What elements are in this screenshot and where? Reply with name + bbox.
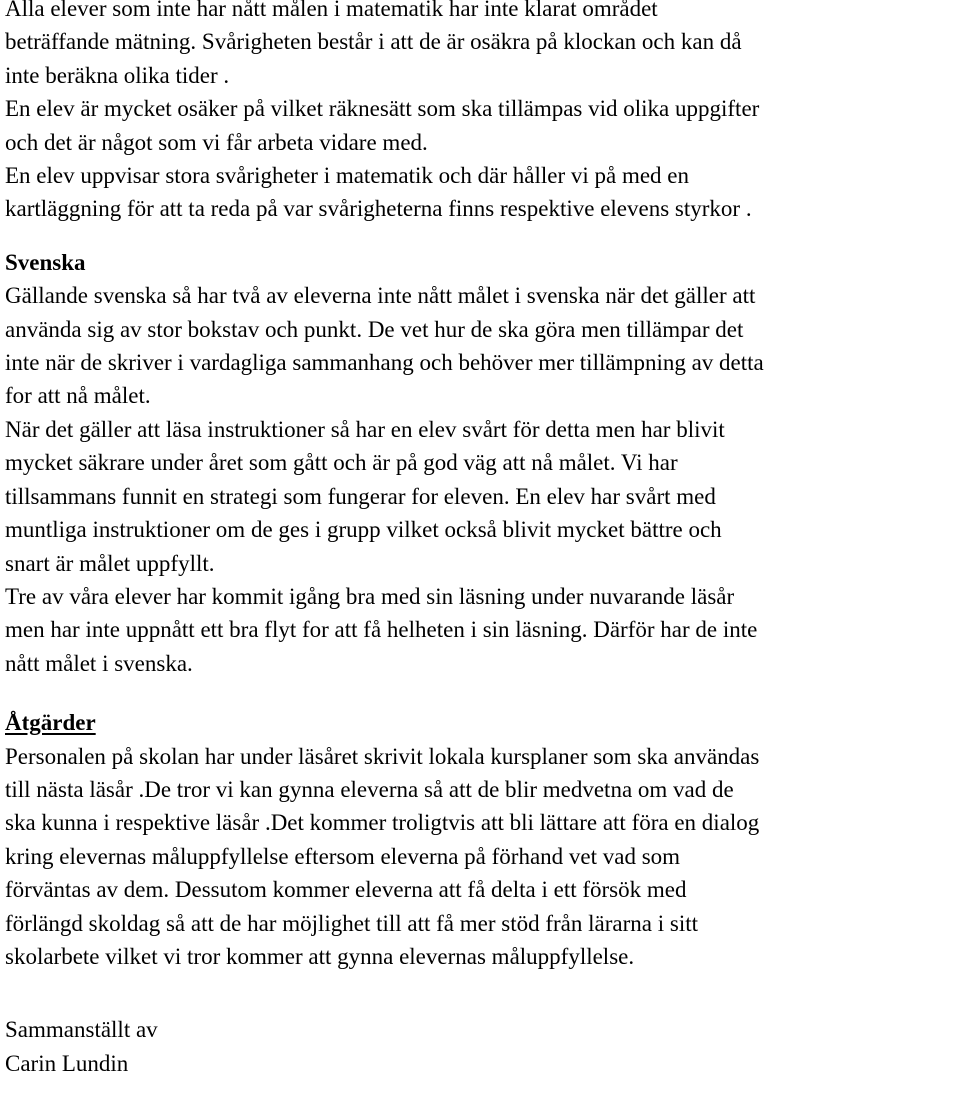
section-heading-svenska: Svenska bbox=[5, 249, 86, 275]
section-spacer bbox=[5, 680, 955, 706]
text-line: inte när de skriver i vardagliga sammanhang och behöver mer tillämpning av detta bbox=[5, 350, 764, 376]
section-spacer bbox=[5, 973, 955, 1013]
atgarder-section bbox=[5, 706, 955, 973]
text-line: muntliga instruktioner om de ges i grupp vilket också blivit mycket bättre och bbox=[5, 517, 722, 543]
text-line: Tre av våra elever har kommit igång bra med sin läsning under nuvarande läsår bbox=[5, 583, 735, 609]
text-line: inte beräkna olika tider . bbox=[5, 62, 230, 88]
text-line: skolarbete vilket vi tror kommer att gynna elevernas måluppfyllelse. bbox=[5, 943, 635, 969]
document-page bbox=[5, 0, 955, 1080]
text-line: kartläggning för att ta reda på var svårigheterna finns respektive elevens styrkor . bbox=[5, 196, 752, 222]
text-line: När det gäller att läsa instruktioner så har en elev svårt för detta men har blivit bbox=[5, 416, 725, 442]
matematik-section bbox=[5, 0, 955, 226]
svenska-section bbox=[5, 246, 955, 680]
signature-name: Carin Lundin bbox=[5, 1050, 129, 1076]
section-spacer bbox=[5, 226, 955, 246]
text-line: nått målet i svenska. bbox=[5, 650, 193, 676]
text-line: förväntas av dem. Dessutom kommer eleverna att få delta i ett försök med bbox=[5, 877, 687, 903]
text-line: mycket säkrare under året som gått och är på god väg att nå målet. Vi har bbox=[5, 450, 678, 476]
text-line: ska kunna i respektive läsår .Det kommer troligtvis att bli lättare att föra en dialog bbox=[5, 810, 760, 836]
text-line: använda sig av stor bokstav och punkt. De vet hur de ska göra men tillämpar det bbox=[5, 316, 744, 342]
text-line: men har inte uppnått ett bra flyt for att få helheten i sin läsning. Därför har de inte bbox=[5, 617, 758, 643]
text-line: Personalen på skolan har under läsåret skrivit lokala kursplaner som ska användas bbox=[5, 743, 760, 769]
text-line: Alla elever som inte har nått målen i matematik har inte klarat området bbox=[5, 0, 658, 21]
text-line: beträffande mätning. Svårigheten består i att de är osäkra på klockan och kan då bbox=[5, 29, 742, 55]
text-line: snart är målet uppfyllt. bbox=[5, 550, 215, 576]
text-line: tillsammans funnit en strategi som fungerar for eleven. En elev har svårt med bbox=[5, 483, 716, 509]
section-heading-atgarder: Åtgärder bbox=[5, 710, 96, 736]
text-line: och det är något som vi får arbeta vidare med. bbox=[5, 129, 428, 155]
text-line: kring elevernas måluppfyllelse eftersom eleverna på förhand vet vad som bbox=[5, 843, 681, 869]
signature-label: Sammanställt av bbox=[5, 1017, 158, 1043]
signature-block bbox=[5, 1013, 955, 1080]
text-line: förlängd skoldag så att de har möjlighet till att få mer stöd från lärarna i sitt bbox=[5, 910, 698, 936]
text-line: for att nå målet. bbox=[5, 383, 151, 409]
text-line: En elev är mycket osäker på vilket räknesätt som ska tillämpas vid olika uppgifter bbox=[5, 96, 760, 122]
text-line: En elev uppvisar stora svårigheter i matematik och där håller vi på med en bbox=[5, 163, 690, 189]
text-line: Gällande svenska så har två av eleverna inte nått målet i svenska när det gäller att bbox=[5, 283, 756, 309]
text-line: till nästa läsår .De tror vi kan gynna eleverna så att de blir medvetna om vad de bbox=[5, 776, 734, 802]
